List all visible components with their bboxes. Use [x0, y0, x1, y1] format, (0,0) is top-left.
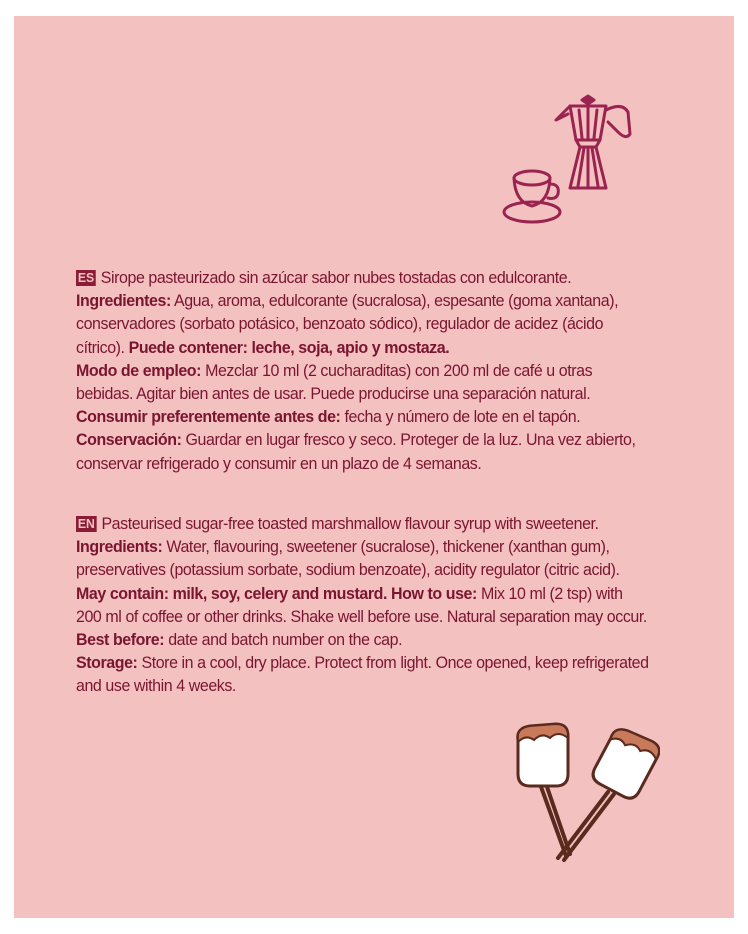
- usage-label-es: Modo de empleo:: [76, 360, 202, 380]
- best-before-text-en: date and batch number on the cap.: [168, 630, 403, 650]
- toasted-marshmallow-icon: [510, 720, 660, 866]
- best-before-text-es: fecha y número de lote en el tapón.: [344, 407, 581, 427]
- product-description-en: Pasteurised sugar-free toasted marshmallow flavour syrup with sweetener.: [101, 514, 599, 533]
- language-badge-es: ES: [77, 270, 95, 285]
- ingredients-label-en: Ingredients:: [76, 537, 163, 557]
- language-badge-en: EN: [77, 516, 95, 531]
- ingredients-text-es: Agua, aroma, edulcorante (sucralosa), espesante (goma xantana), conservadores (sorbato potásico, benzoato sódico), regulador de acidez (ácido cítrico).: [76, 291, 619, 357]
- ingredients-label-es: Ingredientes:: [76, 291, 171, 311]
- marshmallow-right-icon: [589, 724, 660, 802]
- product-description-es: Sirope pasteurizado sin azúcar sabor nubes tostadas con edulcorante.: [100, 268, 572, 287]
- english-text-block: [76, 512, 651, 698]
- storage-text-en: Store in a cool, dry place. Protect from light. Once opened, keep refrigerated and use within 4 weeks.: [76, 653, 649, 696]
- ingredients-text-en: Water, flavouring, sweetener (sucralose), thickener (xanthan gum), preservatives (potassium sorbate, sodium benzoate), acidity regulator (citric acid).: [76, 537, 620, 580]
- storage-label-es: Conservación:: [76, 430, 182, 450]
- coffee-cup-icon: [504, 171, 560, 222]
- best-before-label-en: Best before:: [76, 630, 165, 650]
- usage-text-en: Mix 10 ml (2 tsp) with 200 ml of coffee or other drinks. Shake well before use. Natural separation may occur.: [76, 583, 647, 626]
- usage-text-es: Mezclar 10 ml (2 cucharaditas) con 200 ml de café u otras bebidas. Agitar bien antes de usar. Puede producirse una separación natural.: [76, 360, 593, 404]
- coffee-illustration: [498, 92, 648, 230]
- storage-label-en: Storage:: [76, 653, 138, 673]
- storage-text-es: Guardar en lugar fresco y seco. Proteger de la luz. Una vez abierto, conservar refrigerado y consumir en un plazo de 4 semanas.: [76, 430, 636, 473]
- usage-label-en: How to use:: [391, 583, 477, 603]
- allergen-warning-es: Puede contener: leche, soja, apio y mostaza.: [128, 337, 450, 357]
- best-before-label-es: Consumir preferentemente antes de:: [76, 407, 341, 427]
- allergen-warning-en: May contain: milk, soy, celery and mustard.: [76, 583, 387, 603]
- spanish-text-block: [76, 266, 651, 475]
- moka-pot-icon: [556, 96, 630, 188]
- marshmallow-left-icon: [518, 724, 568, 786]
